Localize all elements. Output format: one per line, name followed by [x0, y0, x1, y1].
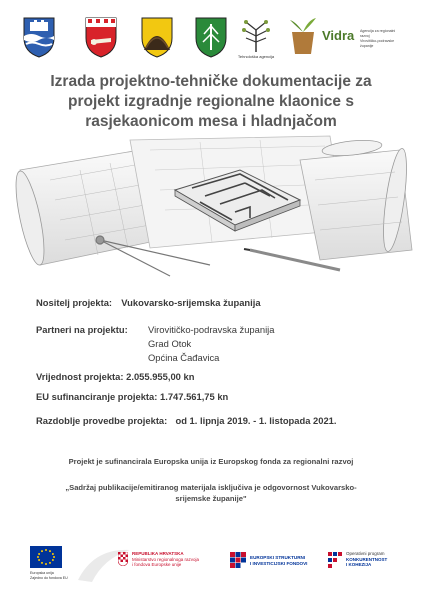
- eu-caption-line2: Zajedno do fondova EU: [30, 576, 68, 580]
- partners-label: Partneri na projektu:: [36, 324, 128, 335]
- vidra-caption-line2: Virovitičko-podravske županije: [360, 39, 395, 48]
- title-line-1: Izrada projektno-tehničke dokumentacije za: [50, 73, 372, 90]
- funding-note: Projekt je sufinancirala Europska unija iz Europskog fonda za regionalni razvoj: [68, 457, 354, 466]
- vidra-caption-line1: Agencija za regionalni razvoj: [360, 29, 396, 38]
- technology-agency-caption: Tehnološka agencija: [237, 54, 275, 59]
- ministry-caption-line3: i fondova Europske unije: [132, 562, 182, 568]
- partner-item: Općina Čađavica: [148, 352, 220, 363]
- operational-programme-logo-icon: [328, 552, 342, 568]
- ministry-caption-line2: Ministarstvo regionalnoga razvoja: [132, 556, 200, 562]
- esif-caption-line2: I INVESTICIJSKI FONDOVI: [250, 561, 308, 566]
- vidra-wordmark: Vidra: [322, 28, 355, 43]
- document-title: [16, 72, 406, 132]
- vidra-agency-symbol-icon: [286, 16, 320, 56]
- project-value-label: Vrijednost projekta:: [36, 371, 124, 382]
- vidra-caption: [360, 29, 402, 49]
- project-holder-value: Vukovarsko-srijemska županija: [121, 297, 261, 308]
- ministry-caption: [132, 551, 199, 568]
- project-value-amount: 2.055.955,00 kn: [126, 371, 195, 382]
- top-logo-strip: [22, 16, 402, 62]
- esif-logo-icon: [230, 552, 246, 568]
- disclaimer-line-2: srijemske županije": [175, 494, 247, 503]
- eu-cofinancing-row: [36, 391, 228, 402]
- project-period-label: Razdoblje provedbe projekta:: [36, 415, 168, 426]
- cadavica-municipality-crest-icon: [194, 16, 228, 58]
- bottom-logo-strip: [30, 544, 400, 584]
- virovitica-podravina-county-crest-icon: [84, 16, 118, 58]
- op-caption-line1: Operativni program: [346, 551, 385, 556]
- eu-flag-icon: [30, 546, 62, 568]
- disclaimer: [0, 482, 422, 504]
- vukovar-srijem-county-crest-icon: [22, 16, 56, 58]
- title-line-2: projekt izgradnje regionalne klaonice s: [68, 93, 354, 110]
- disclaimer-line-1: „Sadržaj publikacije/emitiranog materijala isključiva je odgovornost Vukovarsko-: [65, 483, 357, 492]
- op-caption: [346, 551, 387, 568]
- title-line-3: rasjekaonicom mesa i hladnjačom: [85, 113, 337, 130]
- ministry-caption-line1: REPUBLIKA HRVATSKA: [132, 551, 184, 556]
- otok-town-crest-icon: [140, 16, 174, 58]
- project-period-value: od 1. lipnja 2019. - 1. listopada 2021.: [175, 415, 337, 426]
- eu-caption: [30, 571, 68, 581]
- technology-agency-logo-icon: [234, 16, 278, 60]
- project-holder-label: Nositelj projekta:: [36, 297, 113, 308]
- partner-item: Grad Otok: [148, 338, 192, 349]
- op-caption-line2: KONKURENTNOST: [346, 556, 388, 562]
- esif-caption: [250, 555, 307, 567]
- op-caption-line3: I KOHEZIJA: [346, 562, 372, 568]
- project-partners-row: [36, 324, 128, 335]
- project-holder-row: [36, 297, 261, 308]
- partner-item: Virovitičko-podravska županija: [148, 324, 275, 335]
- eu-cofinancing-amount: 1.747.561,75 kn: [160, 391, 229, 402]
- project-value-row: [36, 371, 194, 382]
- project-period-row: [36, 415, 337, 426]
- esif-caption-line1: EUROPSKI STRUKTURNI: [250, 555, 306, 560]
- eu-caption-line1: Europska unija: [30, 571, 54, 575]
- croatian-coat-of-arms-icon: [118, 552, 128, 566]
- eu-cofinancing-label: EU sufinanciranje projekta:: [36, 391, 158, 402]
- architectural-drawings-illustration: [0, 130, 422, 278]
